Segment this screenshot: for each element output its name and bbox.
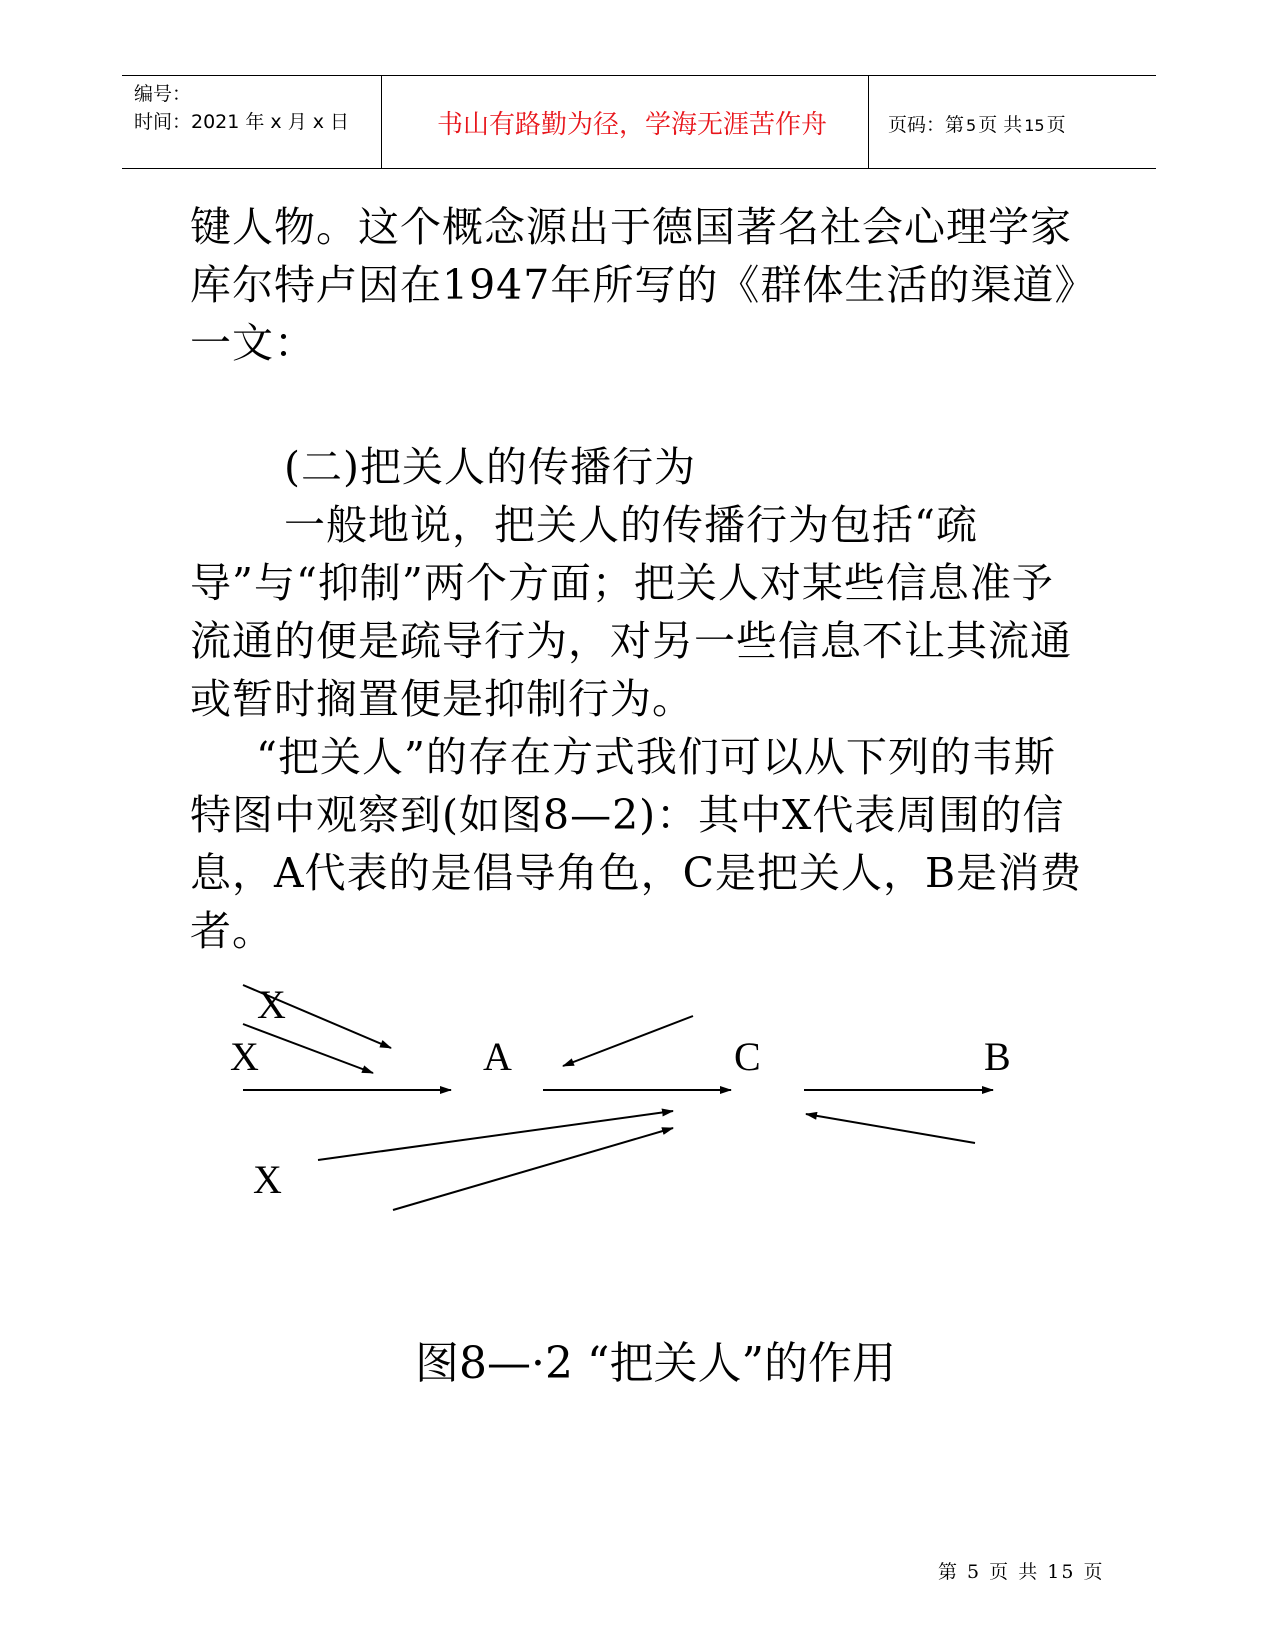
page-footer: 第 5 页 共 15 页 [938,1561,1105,1583]
header-motto: 书山有路勤为径，学海无涯苦作舟 [436,110,827,140]
figure-caption: 图8—·2 “把关人”的作用 [415,1338,896,1389]
diagram-label-b: B [984,1034,1011,1079]
header-page-mid: 页 共 [978,114,1023,136]
arrow-x-bottom-to-c-2 [393,1128,673,1210]
diagram-label-x-left: X [230,1034,259,1079]
section-heading: (二)把关人的传播行为 [284,443,696,491]
diagram-label-c: C [734,1034,761,1079]
arrow-x-bottom-to-c-1 [318,1111,673,1160]
diagram-label-a: A [483,1034,512,1079]
header-page-suffix: 页 [1046,114,1066,136]
diagram-label-x-top: X [257,982,286,1027]
paragraph-westley-model: “把关人”的存在方式我们可以从下列的韦斯特图中观察到(如图8—2)：其中X代表周围的信息，A代表的是倡导角色，C是把关人，B是消费者。 [190,733,1083,955]
paragraph-gatekeeper-behavior: 一般地说，把关人的传播行为包括“疏导”与“抑制”两个方面；把关人对某些信息准予流通的便是疏导行为，对另一些信息不让其流通或暂时搁置便是抑制行为。 [190,501,1072,723]
header-page-prefix: 页码：第 [888,114,965,136]
header-page-current: 5 [966,116,977,135]
header-number-label: 编号： [134,83,192,105]
header-time-label: 时间：2021 年 x 月 x 日 [134,111,350,133]
diagram-label-x-bottom: X [253,1157,282,1202]
arrow-b-feedback-to-c [806,1114,975,1143]
paragraph-concept-origin: 键人物。这个概念源出于德国著名社会心理学家库尔特卢因在1947年所写的《群体生活的渠道》一文： [190,203,1076,367]
header-page-total: 15 [1024,116,1045,135]
arrow-x-to-a-right [563,1016,693,1066]
